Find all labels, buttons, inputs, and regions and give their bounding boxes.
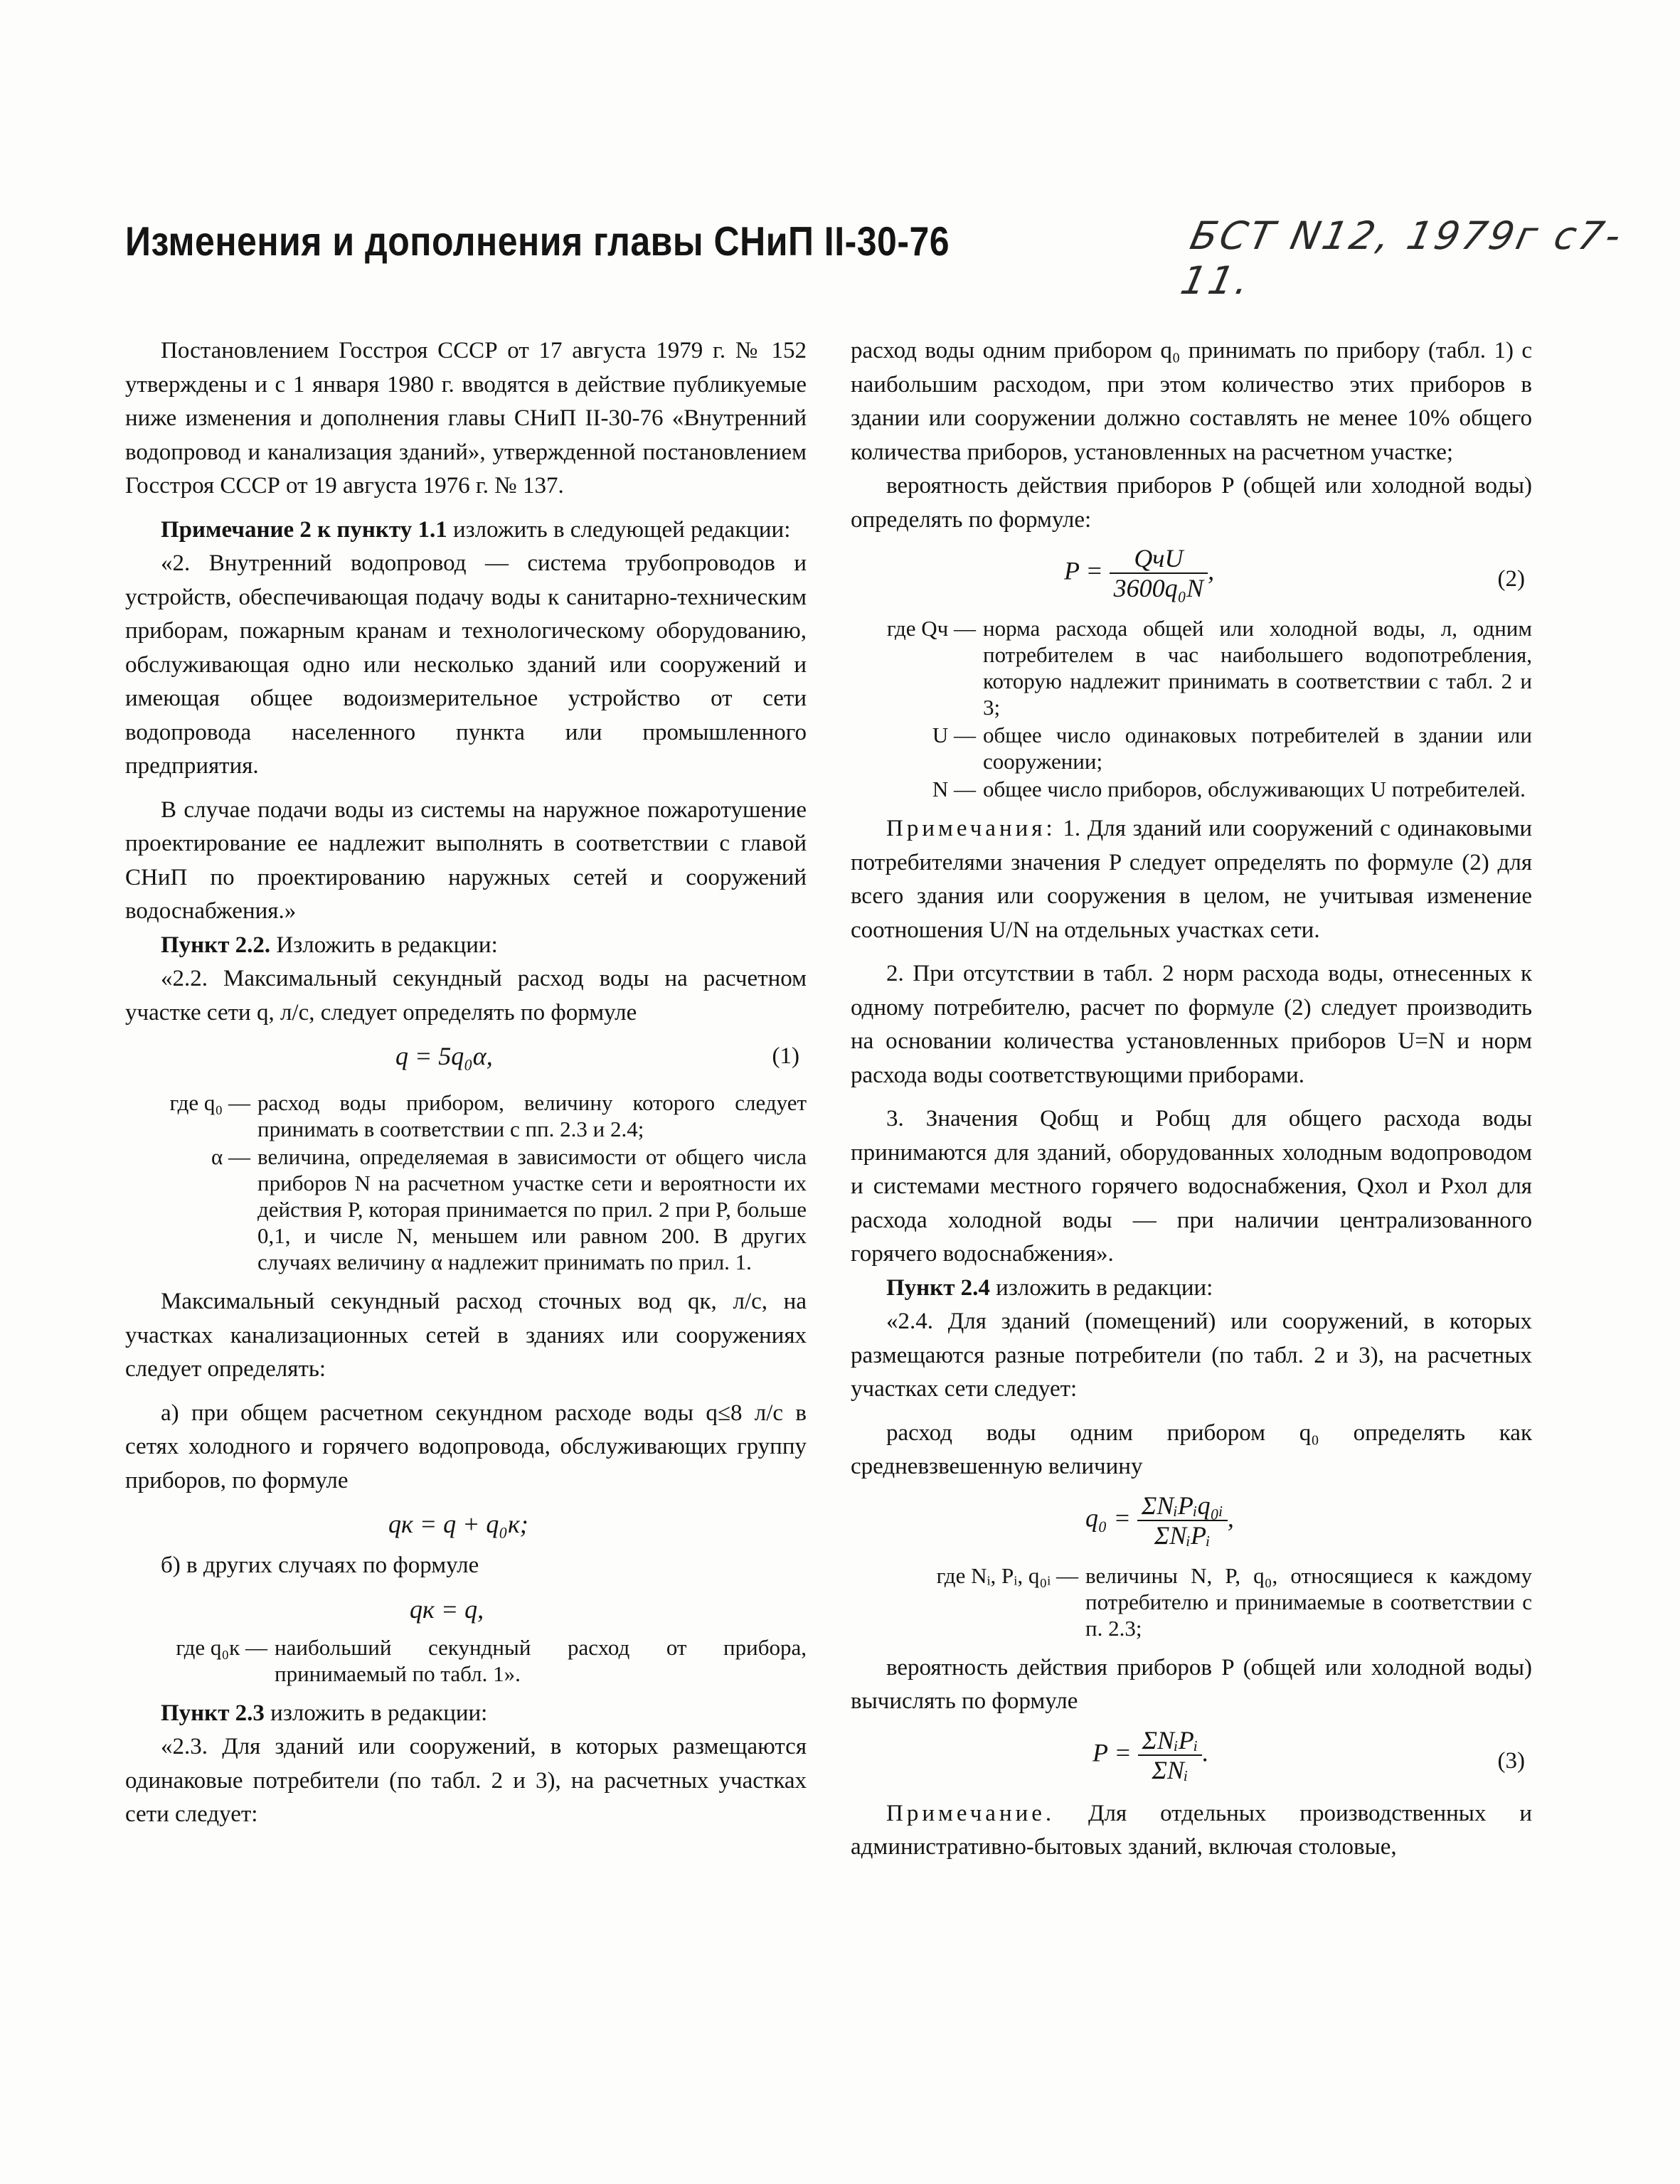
case-b-paragraph: б) в других случаях по формуле bbox=[161, 1552, 479, 1578]
clause-2-2-heading bbox=[125, 929, 807, 963]
definition-qch-term: где Qч — bbox=[886, 616, 976, 641]
note2-paragraph-1: «2. Внутренний водопровод — система трубопроводов и устройств, обеспечивающая подачу воды к санитарно-техническим приборам, пожарным кранам и технологическому оборудованию, обслуживающая одно или несколько зданий или сооружений и имеющая общее водоизмерительное устройство от сети водопровода населенного пункта или промышленного предприятия. bbox=[125, 550, 807, 779]
definition-ni-pi-q0i-text: величины N, P, q₀, относящиеся к каждому потребителю и принимаемые в соответствии с п. 2.3; bbox=[1085, 1562, 1532, 1641]
formula-3-fraction bbox=[1137, 1491, 1228, 1550]
formula-4 bbox=[851, 1719, 1532, 1797]
clause-2-3-instruction: изложить в редакции: bbox=[264, 1700, 488, 1726]
definition-qch bbox=[851, 615, 1532, 720]
formula-4-denominator: ΣNᵢ bbox=[1152, 1755, 1189, 1784]
formula-4-lhs: P = bbox=[1092, 1737, 1132, 1767]
intro-paragraph: Постановлением Госстроя СССР от 17 августа 1979 г. № 152 утверждены и с 1 января 1980 г. вводятся в действие публикуемые ниже изменения и дополнения главы СНиП II-30-76 «Внутренний водопровод и канализация зданий», утвержденной постановлением Госстроя СССР от 19 августа 1976 г. № 137. bbox=[125, 338, 807, 499]
clause-2-4-instruction: изложить в редакции: bbox=[989, 1274, 1213, 1301]
definition-qch-text: норма расхода общей или холодной воды, л, одним потребителем в час наибольшего водопотребления, которую надлежит принимать в соответствии с табл. 2 и 3; bbox=[983, 616, 1532, 720]
formula-4-number: (3) bbox=[1497, 1747, 1525, 1774]
final-note-label: Примечание. bbox=[886, 1800, 1056, 1826]
definition-u-text: общее число одинаковых потребителей в здании или сооружении; bbox=[983, 723, 1532, 774]
definition-q0k-term: где q₀к — bbox=[176, 1634, 267, 1660]
formula-b-expression: qк = q, bbox=[410, 1594, 484, 1624]
definition-q0-term: где q₀ — bbox=[169, 1090, 250, 1115]
formula-2-punct: , bbox=[1208, 556, 1215, 585]
formula-3-expression bbox=[1085, 1491, 1234, 1550]
definition-n-term: N — bbox=[932, 777, 976, 801]
formula-3-denominator: ΣNᵢPᵢ bbox=[1154, 1520, 1211, 1550]
notes-paragraph-1 bbox=[851, 812, 1532, 947]
formula-a-expression: qк = q + q₀к; bbox=[388, 1510, 528, 1538]
clause-2-4-paragraph-b: расход воды одним прибором q₀ определять как средневзвешенную величину bbox=[851, 1419, 1532, 1479]
notes-item-3: 3. Значения Qобщ и Pобщ для общего расхода воды принимаются для зданий, оборудованных холодным водопроводом и системами местного горячего водоснабжения, Qхол и Pхол для расхода холодной воды — при наличии централизованного горячего водоснабжения». bbox=[851, 1106, 1532, 1267]
definition-alpha-term: α — bbox=[211, 1144, 250, 1169]
formula-2-fraction bbox=[1110, 544, 1208, 602]
formula-2-lhs: P = bbox=[1064, 556, 1103, 585]
clause-2-3-text: «2.3. Для зданий или сооружений, в которых размещаются одинаковые потребители (по табл. 2 и 3), на расчетных участках сети следует: bbox=[125, 1734, 807, 1827]
definition-u-term: U — bbox=[932, 723, 976, 747]
left-column bbox=[125, 334, 807, 1832]
definition-q0 bbox=[125, 1090, 807, 1142]
final-note-text: Для отдельных производственных и административно-бытовых зданий, включая столовые, bbox=[851, 1800, 1532, 1860]
formula-4-numerator: ΣNᵢPᵢ bbox=[1138, 1726, 1203, 1756]
note2-heading bbox=[125, 513, 807, 548]
formula-4-expression bbox=[1092, 1726, 1208, 1784]
note2-label: Примечание 2 к пункту 1.1 bbox=[161, 516, 447, 543]
formula-1 bbox=[125, 1030, 807, 1090]
formula-3 bbox=[851, 1484, 1532, 1562]
definition-q0k bbox=[125, 1634, 807, 1687]
formula-2 bbox=[851, 537, 1532, 615]
formula-4-fraction bbox=[1138, 1726, 1203, 1784]
clause-2-4-paragraph-c: вероятность действия приборов P (общей или холодной воды) вычислять по формуле bbox=[851, 1654, 1532, 1714]
page-title: Изменения и дополнения главы СНиП II-30-76 bbox=[125, 218, 950, 265]
definition-ni-pi-q0i-term: где Nᵢ, Pᵢ, q₀ᵢ — bbox=[936, 1562, 1078, 1588]
definition-u bbox=[851, 722, 1532, 774]
definition-alpha-text: величина, определяемая в зависимости от общего числа приборов N на расчетном участке сети и вероятности их действия P, которая принимается по прил. 2 при P, больше 0,1, и числе N, меньшем или равном 200. В других случаях величину α надлежит принимать по прил. 1. bbox=[257, 1144, 807, 1274]
definition-q0-text: расход воды прибором, величину которого следует принимать в соответствии с пп. 2.3 и 2.4; bbox=[257, 1090, 807, 1141]
formula-2-numerator: QчU bbox=[1110, 544, 1208, 574]
formula-2-expression bbox=[1064, 544, 1214, 602]
clause-2-2-instruction: Изложить в редакции: bbox=[270, 932, 498, 958]
final-note bbox=[851, 1797, 1532, 1865]
formula-b bbox=[125, 1583, 807, 1634]
formula-2-denominator: 3600q₀N bbox=[1113, 574, 1204, 602]
clause-2-4-text: «2.4. Для зданий (помещений) или сооружений, в которых размещаются разные потребители (по табл. 2 и 3), на расчетных участках сети следует: bbox=[851, 1309, 1532, 1402]
clause-2-4-heading bbox=[851, 1272, 1532, 1306]
definition-n-text: общее число приборов, обслуживающих U потребителей. bbox=[983, 777, 1526, 801]
notes-item-1: 1. Для зданий или сооружений с одинаковыми потребителями значения P следует определять по формуле (2) для всего здания или сооружения в целом, не учитывая изменение соотношения U/N на отдельных участках сети. bbox=[851, 816, 1532, 943]
formula-a bbox=[125, 1498, 807, 1549]
right-paragraph-2: вероятность действия приборов P (общей или холодной воды) определять по формуле: bbox=[851, 473, 1532, 533]
note2-paragraph-2: В случае подачи воды из системы на наружное пожаротушение проектирование ее надлежит выполнять в соответствии с главой СНиП по проектированию наружных сетей и сооружений водоснабжения.» bbox=[125, 797, 807, 924]
right-column bbox=[851, 334, 1532, 1865]
formula-2-number: (2) bbox=[1497, 566, 1525, 592]
formula-1-expression: q = 5q₀α, bbox=[395, 1042, 493, 1070]
clause-2-4-label: Пункт 2.4 bbox=[886, 1274, 990, 1301]
definition-q0k-text: наибольший секундный расход от прибора, принимаемый по табл. 1». bbox=[275, 1634, 807, 1686]
sewer-flow-paragraph: Максимальный секундный расход сточных вод qк, л/с, на участках канализационных сетей в зданиях или сооружениях следует определять: bbox=[125, 1289, 807, 1382]
clause-2-2-label: Пункт 2.2. bbox=[161, 932, 271, 958]
formula-4-punct: . bbox=[1202, 1737, 1209, 1767]
case-a-paragraph: а) при общем расчетном секундном расходе воды q≤8 л/с в сетях холодного и горячего водопровода, обслуживающих группу приборов, по формуле bbox=[125, 1400, 807, 1493]
handwritten-note: БСТ N12, 1979г с7-11. bbox=[1176, 213, 1628, 303]
note2-instruction: изложить в следующей редакции: bbox=[447, 516, 791, 543]
formula-3-lhs: q₀ = bbox=[1085, 1503, 1131, 1532]
definition-ni-pi-q0i bbox=[851, 1562, 1532, 1641]
definition-alpha bbox=[125, 1144, 807, 1275]
notes-item-2: 2. При отсутствии в табл. 2 норм расхода воды, отнесенных к одному потребителю, расчет по формуле (2) следует производить на основании количества установленных приборов U=N и норм расхода воды соответствующими приборами. bbox=[851, 961, 1532, 1088]
formula-1-number: (1) bbox=[772, 1043, 799, 1069]
formula-3-punct: , bbox=[1227, 1503, 1234, 1532]
definition-n bbox=[851, 776, 1532, 802]
clause-2-3-label: Пункт 2.3 bbox=[161, 1700, 265, 1726]
formula-3-numerator: ΣNᵢPᵢq₀ᵢ bbox=[1137, 1491, 1228, 1521]
right-paragraph-1: расход воды одним прибором q₀ принимать по прибору (табл. 1) с наибольшим расходом, при этом количество этих приборов в здании или сооружении должно составлять не менее 10% общего количества приборов, установленных на расчетном участке; bbox=[851, 338, 1532, 465]
clause-2-3-heading bbox=[125, 1697, 807, 1731]
notes-label: Примечания: bbox=[886, 816, 1056, 841]
clause-2-2-text: «2.2. Максимальный секундный расход воды на расчетном участке сети q, л/с, следует определять по формуле bbox=[125, 966, 807, 1026]
